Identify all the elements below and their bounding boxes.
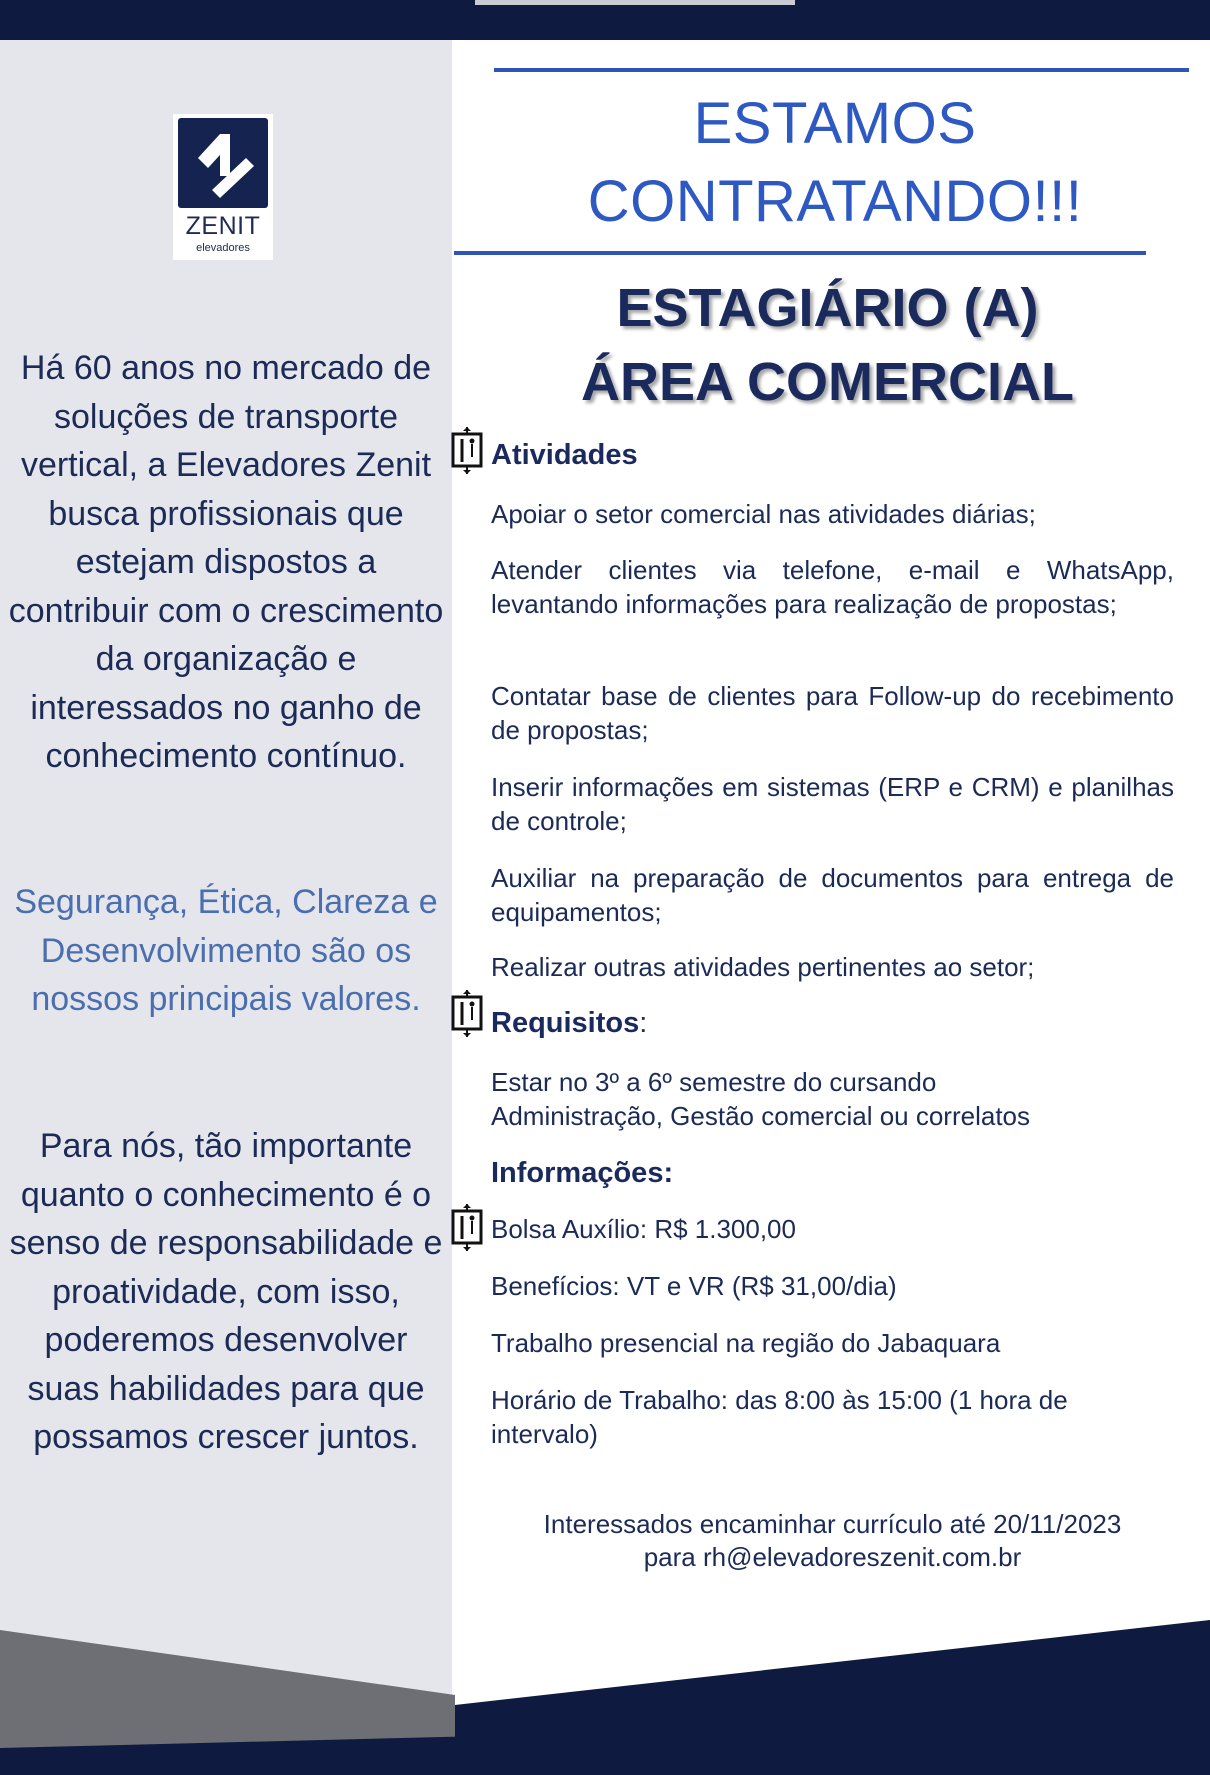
requirement-item: Estar no 3º a 6º semestre do cursando Administração, Gestão comercial ou correlatos bbox=[491, 1067, 1031, 1131]
headline-line-2: CONTRATANDO!!! bbox=[587, 169, 1083, 234]
requirements-elevator-icon bbox=[449, 990, 485, 1038]
position-title-line-1: ESTAGIÁRIO (A) bbox=[616, 278, 1039, 338]
activity-item: Atender clientes via telefone, e-mail e WhatsApp, levantando informações para realização de propostas; bbox=[491, 555, 1174, 619]
position-title-line-2: ÁREA COMERCIAL bbox=[581, 352, 1074, 412]
company-closing: Para nós, tão importante quanto o conhecimento é o senso de responsabilidade e proatividade, com isso, poderemos desenvolver suas habilidades para que possamos crescer juntos. bbox=[9, 1127, 443, 1456]
info-item: Bolsa Auxílio: R$ 1.300,00 bbox=[491, 1214, 796, 1244]
cta-email: para rh@elevadoreszenit.com.br bbox=[643, 1542, 1022, 1572]
zenit-logo bbox=[173, 114, 273, 260]
requirements-title: Requisitos bbox=[491, 1007, 640, 1039]
company-values: Segurança, Ética, Clareza e Desenvolvimento são os nossos principais valores. bbox=[14, 883, 438, 1018]
activity-item: Auxiliar na preparação de documentos para entrega de equipamentos; bbox=[491, 863, 1174, 927]
company-intro: Há 60 anos no mercado de soluções de transporte vertical, a Elevadores Zenit busca profissionais que estejam dispostos a contribuir com o crescimento da organização e interessados no ganho de conhecimento contínuo. bbox=[8, 349, 444, 775]
activities-heading: Atividades bbox=[491, 439, 638, 471]
top-divider bbox=[494, 68, 1189, 72]
activity-item: Realizar outras atividades pertinentes ao setor; bbox=[491, 952, 1035, 982]
info-item: Benefícios: VT e VR (R$ 31,00/dia) bbox=[491, 1271, 897, 1301]
activity-item: Inserir informações em sistemas (ERP e CRM) e planilhas de controle; bbox=[491, 772, 1174, 836]
top-banner-bar bbox=[0, 0, 1210, 40]
activities-elevator-icon bbox=[449, 427, 485, 475]
cta-line-1: Interessados encaminhar currículo até 20/11/2023 bbox=[543, 1509, 1122, 1539]
info-elevator-icon bbox=[449, 1204, 485, 1252]
activity-item: Apoiar o setor comercial nas atividades diárias; bbox=[491, 499, 1036, 529]
activity-item: Contatar base de clientes para Follow-up do recebimento de propostas; bbox=[491, 681, 1174, 745]
bottom-decoration bbox=[0, 1600, 1210, 1775]
info-item: Horário de Trabalho: das 8:00 às 15:00 (1 hora de intervalo) bbox=[491, 1385, 1068, 1449]
info-heading: Informações: bbox=[491, 1157, 674, 1189]
requirements-heading bbox=[491, 1007, 647, 1040]
logo-tagline: elevadores bbox=[196, 242, 250, 254]
headline-divider bbox=[454, 251, 1146, 255]
headline-line-1: ESTAMOS bbox=[693, 91, 977, 156]
top-tab-strip bbox=[475, 0, 795, 5]
requirements-colon: : bbox=[639, 1007, 648, 1039]
logo-wordmark: ZENIT bbox=[185, 212, 261, 240]
zenit-logo-mark-icon bbox=[178, 118, 268, 208]
info-item: Trabalho presencial na região do Jabaquara bbox=[491, 1328, 1001, 1358]
